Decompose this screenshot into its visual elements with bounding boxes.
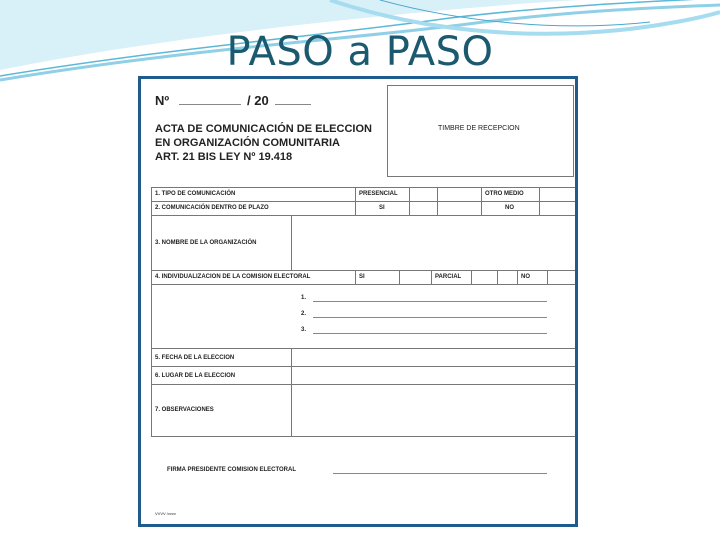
table-rule <box>539 187 540 215</box>
table-rule <box>399 270 400 284</box>
field-5-label: 5. FECHA DE LA ELECCION <box>155 355 235 361</box>
form-title-line3: ART. 21 BIS LEY Nº 19.418 <box>155 151 293 163</box>
table-rule <box>355 187 356 215</box>
form-document <box>138 76 578 527</box>
member-2-line <box>313 317 547 318</box>
table-rule <box>151 384 575 385</box>
form-number-prefix: Nº <box>155 93 170 108</box>
table-rule <box>497 270 498 284</box>
form-number-line <box>179 104 241 105</box>
stamp-label: TIMBRE DE RECEPCION <box>438 125 520 132</box>
footer-code: VVVV /vvvv <box>155 511 176 516</box>
form-number-year: / 20 <box>247 93 269 108</box>
table-rule <box>481 187 482 215</box>
member-2-number: 2. <box>301 311 307 317</box>
field-6-label: 6. LUGAR DE LA ELECCION <box>155 373 236 379</box>
form-year-line <box>275 104 311 105</box>
table-rule <box>151 284 575 285</box>
table-rule <box>437 187 438 215</box>
table-rule <box>151 348 575 349</box>
field-1-option-presencial: PRESENCIAL <box>359 191 398 197</box>
table-rule <box>151 270 575 271</box>
table-rule <box>547 270 548 284</box>
field-1-option-otro-medio: OTRO MEDIO <box>485 191 524 197</box>
field-4-option-parcial: PARCIAL <box>435 274 462 280</box>
field-4-label: 4. INDIVIDUALIZACION DE LA COMISION ELECTORAL <box>155 274 311 280</box>
field-3-label: 3. NOMBRE DE LA ORGANIZACIÓN <box>155 240 257 246</box>
table-rule <box>151 366 575 367</box>
table-rule <box>409 187 410 215</box>
signature-label: FIRMA PRESIDENTE COMISION ELECTORAL <box>167 467 297 473</box>
member-1-line <box>313 301 547 302</box>
signature-line <box>333 473 547 474</box>
field-2-label: 2. COMUNICACIÓN DENTRO DE PLAZO <box>155 205 269 211</box>
table-rule <box>355 270 356 284</box>
table-rule <box>151 436 575 437</box>
field-2-option-no: NO <box>505 205 514 211</box>
table-rule <box>291 348 292 436</box>
field-4-option-si: SI <box>359 274 365 280</box>
table-rule <box>151 187 575 188</box>
member-3-line <box>313 333 547 334</box>
member-3-number: 3. <box>301 327 307 333</box>
field-2-option-si: SI <box>379 205 385 211</box>
table-rule <box>517 270 518 284</box>
table-rule <box>151 187 152 436</box>
table-rule <box>151 215 575 216</box>
member-1-number: 1. <box>301 295 307 301</box>
form-title-line2: EN ORGANIZACIÓN COMUNITARIA <box>155 137 340 149</box>
field-4-option-no: NO <box>521 274 530 280</box>
field-7-label: 7. OBSERVACIONES <box>155 407 214 413</box>
table-rule <box>151 201 575 202</box>
table-rule <box>431 270 432 284</box>
table-rule <box>471 270 472 284</box>
table-rule <box>291 215 292 270</box>
slide-title: PASO a PASO <box>226 29 494 75</box>
field-1-label: 1. TIPO DE COMUNICACIÓN <box>155 191 236 197</box>
form-title-line1: ACTA DE COMUNICACIÓN DE ELECCION <box>155 123 372 135</box>
